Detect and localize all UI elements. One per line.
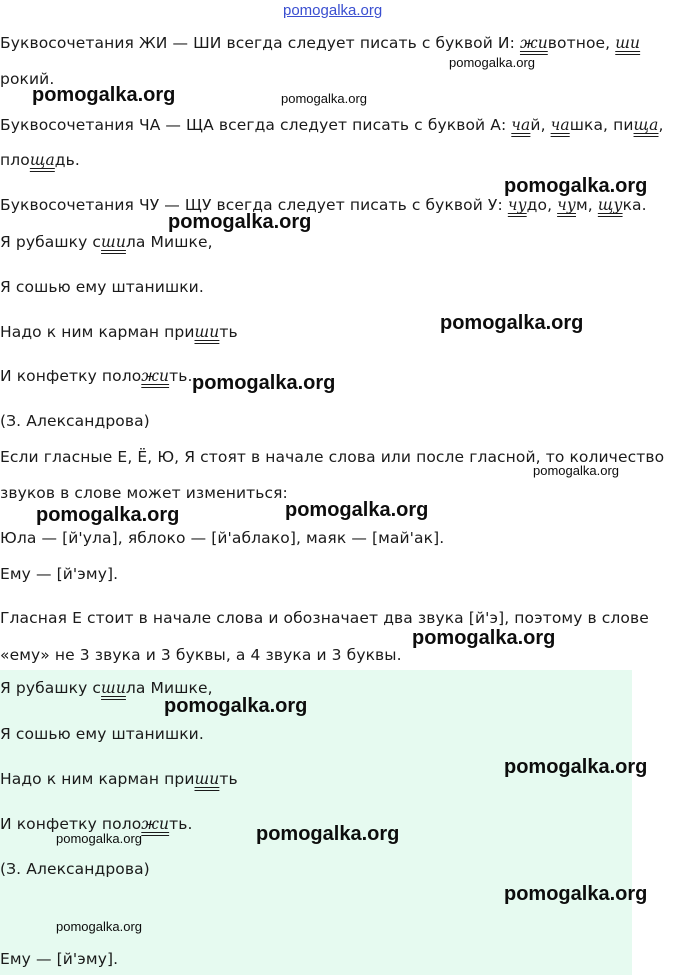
underlined-syllable: ши [101,233,126,251]
underlined-syllable: ща [29,151,55,169]
answer-line-2: Я сошью ему штанишки. [0,725,204,743]
underlined-syllable: ча [511,116,531,134]
underlined-syllable: ща [633,116,659,134]
underlined-syllable: чу [557,196,576,214]
vowels-rule-line2: звуков в слове может измениться: [0,484,288,502]
underlined-syllable: ча [550,116,570,134]
watermark: pomogalka.org [504,756,648,778]
watermark: pomogalka.org [533,463,619,478]
poem-author: (З. Александрова) [0,412,150,430]
rule-zhi-shi-line2: рокий. [0,70,55,88]
rule-cha-scha-line2: площадь. [0,151,80,169]
answer-line-1: Я рубашку сшила Мишке, [0,679,213,697]
underlined-syllable: жи [141,815,170,833]
watermark: pomogalka.org [285,499,429,521]
watermark: pomogalka.org [412,627,556,649]
watermark: pomogalka.org [164,695,308,717]
watermark: pomogalka.org [36,504,180,526]
vowels-rule-line1: Если гласные Е, Ё, Ю, Я стоят в начале слова или после гласной, то количество [0,448,665,466]
watermark: pomogalka.org [168,211,312,233]
watermark: pomogalka.org [449,55,535,70]
watermark: pomogalka.org [256,823,400,845]
vowels-explain-line1: Гласная Е стоит в начале слова и обозначает два звука [й'э], поэтому в слове [0,609,649,627]
vowels-emu: Ему — [й'эму]. [0,565,119,583]
vowels-examples: Юла — [й'ула], яблоко — [й'аблако], маяк — [май'ак]. [0,529,445,547]
answer-author: (З. Александрова) [0,860,150,878]
answer-emu: Ему — [й'эму]. [0,950,119,968]
poem-line-2: Я сошью ему штанишки. [0,278,204,296]
underlined-syllable: жи [519,34,548,52]
answer-line-3: Надо к ним карман пришить [0,770,238,788]
underlined-syllable: ши [615,34,641,52]
poem-line-3: Надо к ним карман пришить [0,323,238,341]
watermark: pomogalka.org [504,175,648,197]
watermark: pomogalka.org [56,831,142,846]
poem-line-4: И конфетку положить. [0,367,193,385]
rule-chu-schu: Буквосочетания ЧУ — ЩУ всегда следует писать с буквой У: чудо, чум, щука. [0,196,647,214]
answer-line-4: И конфетку положить. [0,815,193,833]
underlined-syllable: жи [141,367,170,385]
watermark-top: pomogalka.org [283,2,383,19]
underlined-syllable: щу [597,196,623,214]
underlined-syllable: ши [194,323,220,341]
watermark: pomogalka.org [192,372,336,394]
underlined-syllable: ши [194,770,220,788]
watermark: pomogalka.org [281,91,367,106]
watermark: pomogalka.org [56,919,142,934]
underlined-syllable: чу [507,196,527,214]
watermark: pomogalka.org [32,84,176,106]
underlined-syllable: ши [101,679,126,697]
poem-line-1: Я рубашку сшила Мишке, [0,233,213,251]
rule-cha-scha-line1: Буквосочетания ЧА — ЩА всегда следует писать с буквой А: чай, чашка, пища, [0,116,664,134]
rule-zhi-shi-line1: Буквосочетания ЖИ — ШИ всегда следует писать с буквой И: животное, ши [0,34,641,52]
watermark: pomogalka.org [440,312,584,334]
vowels-explain-line2: «ему» не 3 звука и 3 буквы, а 4 звука и 3 буквы. [0,646,402,664]
watermark: pomogalka.org [504,883,648,905]
